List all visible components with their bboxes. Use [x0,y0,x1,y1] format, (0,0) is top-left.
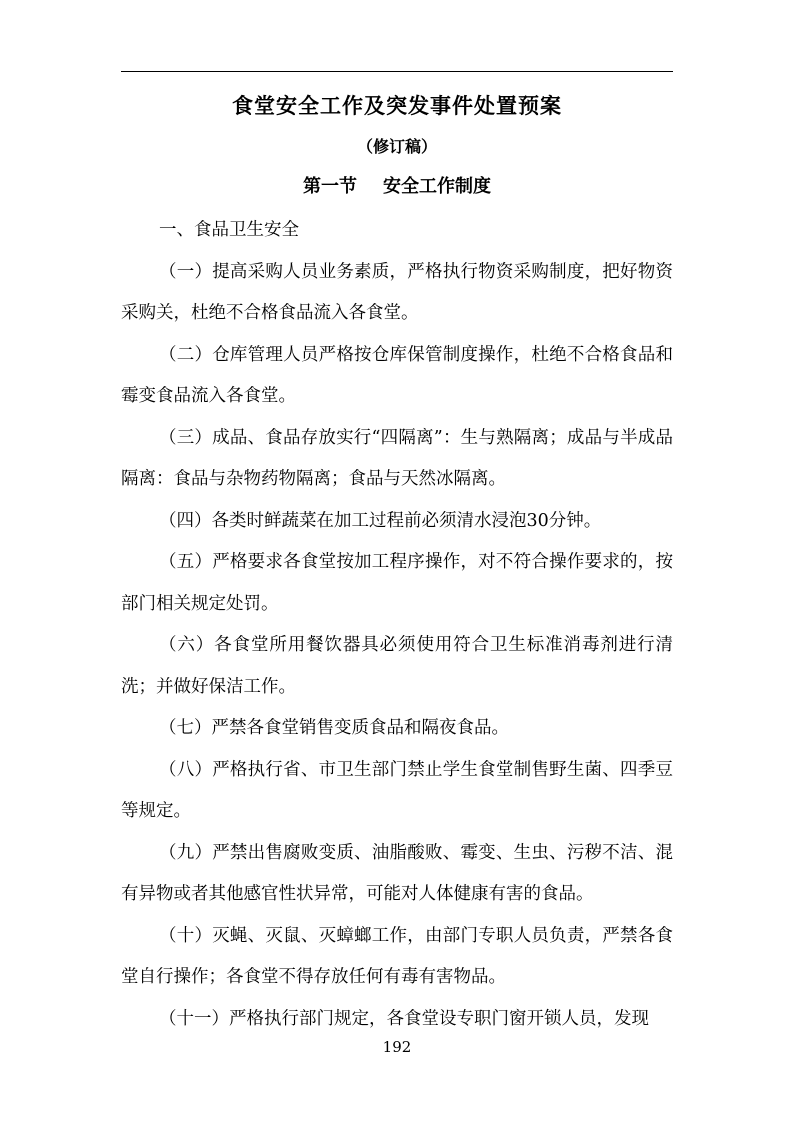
paragraph: （五）严格要求各食堂按加工程序操作，对不符合操作要求的，按部门相关规定处罚。 [121,552,673,614]
document-subtitle: （修订稿） [356,137,437,156]
document-body [121,210,673,1040]
paragraph: （十一）严格执行部门规定，各食堂设专职门窗开锁人员，发现 [159,1008,649,1029]
document-title: 食堂安全工作及突发事件处置预案 [232,94,562,118]
paragraph: （二）仓库管理人员严格按仓库保管制度操作，杜绝不合格食品和霉变食品流入各食堂。 [121,344,673,406]
paragraph: （七）严禁各食堂销售变质食品和隔夜食品。 [159,718,509,738]
section-title: 安全工作制度 [383,176,491,197]
section-number: 第一节 [303,176,357,197]
paragraph: （四）各类时鲜蔬菜在加工过程前必须清水浸泡30分钟。 [159,510,602,531]
heading-food-hygiene: 一、食品卫生安全 [159,220,299,240]
paragraph: （八）严格执行省、市卫生部门禁止学生食堂制售野生菌、四季豆等规定。 [121,759,673,821]
paragraph: （三）成品、食品存放实行“四隔离”：生与熟隔离；成品与半成品隔离：食品与杂物药物隔离；食品与天然冰隔离。 [121,427,673,489]
paragraph: （十）灭蝇、灭鼠、灭蟑螂工作，由部门专职人员负责，严禁各食堂自行操作；各食堂不得存放任何有毒有害物品。 [121,925,673,987]
paragraph: （九）严禁出售腐败变质、油脂酸败、霉变、生虫、污秽不洁、混有异物或者其他感官性状异常，可能对人体健康有害的食品。 [121,842,673,904]
header-rule [121,71,673,72]
paragraph: （六）各食堂所用餐饮器具必须使用符合卫生标准消毒剂进行清洗；并做好保洁工作。 [121,635,673,697]
page-number: 192 [382,1038,412,1056]
paragraph: （一）提高采购人员业务素质，严格执行物资采购制度，把好物资采购关，杜绝不合格食品流入各食堂。 [121,261,673,323]
section-heading [121,172,673,198]
